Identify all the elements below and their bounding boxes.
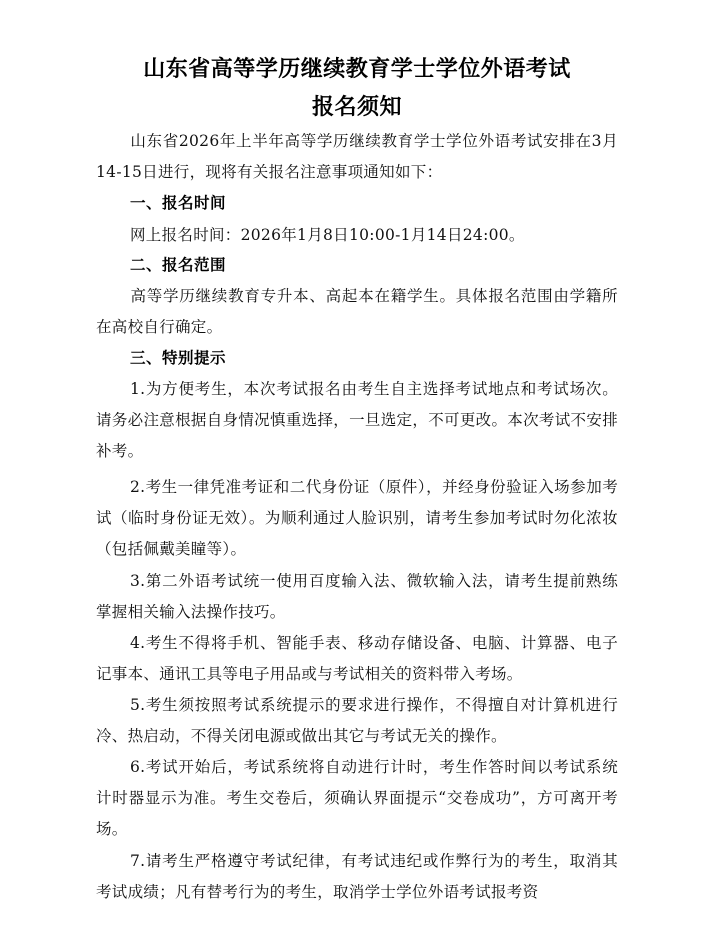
note-item-4-text: 4.考生不得将手机、智能手表、移动存储设备、电脑、计算器、电子记事本、通讯工具等电子用品或与考试相关的资料带入考场。 xyxy=(96,634,618,683)
intro-text: 山东省2026年上半年高等学历继续教育学士学位外语考试安排在3月14-15日进行，现将有关报名注意事项通知如下： xyxy=(96,132,618,181)
note-item-1-text: 1.为方便考生，本次考试报名由考生自主选择考试地点和考试场次。请务必注意根据自身情况慎重选择，一旦选定，不可更改。本次考试不安排补考。 xyxy=(96,380,618,460)
note-item-7 xyxy=(96,846,618,908)
registration-time-text: 网上报名时间：2026年1月8日10:00-1月14日24:00。 xyxy=(130,226,525,244)
note-item-4 xyxy=(96,628,618,690)
document-title-line-2: 报名须知 xyxy=(311,95,402,120)
note-item-1 xyxy=(96,374,618,467)
note-item-7-text: 7.请考生严格遵守考试纪律，有考试违纪或作弊行为的考生，取消其考试成绩；凡有替考行为的考生，取消学士学位外语考试报考资 xyxy=(96,852,618,901)
note-item-6-text: 6.考试开始后，考试系统将自动进行计时，考生作答时间以考试系统计时器显示为准。考生交卷后，须确认界面提示“交卷成功”，方可离开考场。 xyxy=(96,758,618,838)
intro-paragraph xyxy=(96,126,618,188)
note-item-2-text: 2.考生一律凭准考证和二代身份证（原件），并经身份验证入场参加考试（临时身份证无效）。为顺利通过人脸识别，请考生参加考试时勿化浓妆（包括佩戴美瞳等）。 xyxy=(96,478,618,558)
section-heading-registration-time: 一、报名时间 xyxy=(130,194,227,212)
registration-scope-paragraph xyxy=(96,281,618,343)
note-item-3 xyxy=(96,566,618,628)
note-item-3-text: 3.第二外语考试统一使用百度输入法、微软输入法，请考生提前熟练掌握相关输入法操作技巧。 xyxy=(96,572,618,621)
section-heading-special-notes: 三、特别提示 xyxy=(130,349,227,367)
document-title-line-1: 山东省高等学历继续教育学士学位外语考试 xyxy=(143,57,571,82)
section-heading-registration-scope: 二、报名范围 xyxy=(130,256,227,274)
note-item-5-text: 5.考生须按照考试系统提示的要求进行操作，不得擅自对计算机进行冷、热启动，不得关闭电源或做出其它与考试无关的操作。 xyxy=(96,696,618,745)
note-item-6 xyxy=(96,752,618,845)
note-item-2 xyxy=(96,472,618,565)
note-item-5 xyxy=(96,690,618,752)
registration-time-paragraph xyxy=(96,220,618,251)
registration-scope-text: 高等学历继续教育专升本、高起本在籍学生。具体报名范围由学籍所在高校自行确定。 xyxy=(96,287,618,336)
